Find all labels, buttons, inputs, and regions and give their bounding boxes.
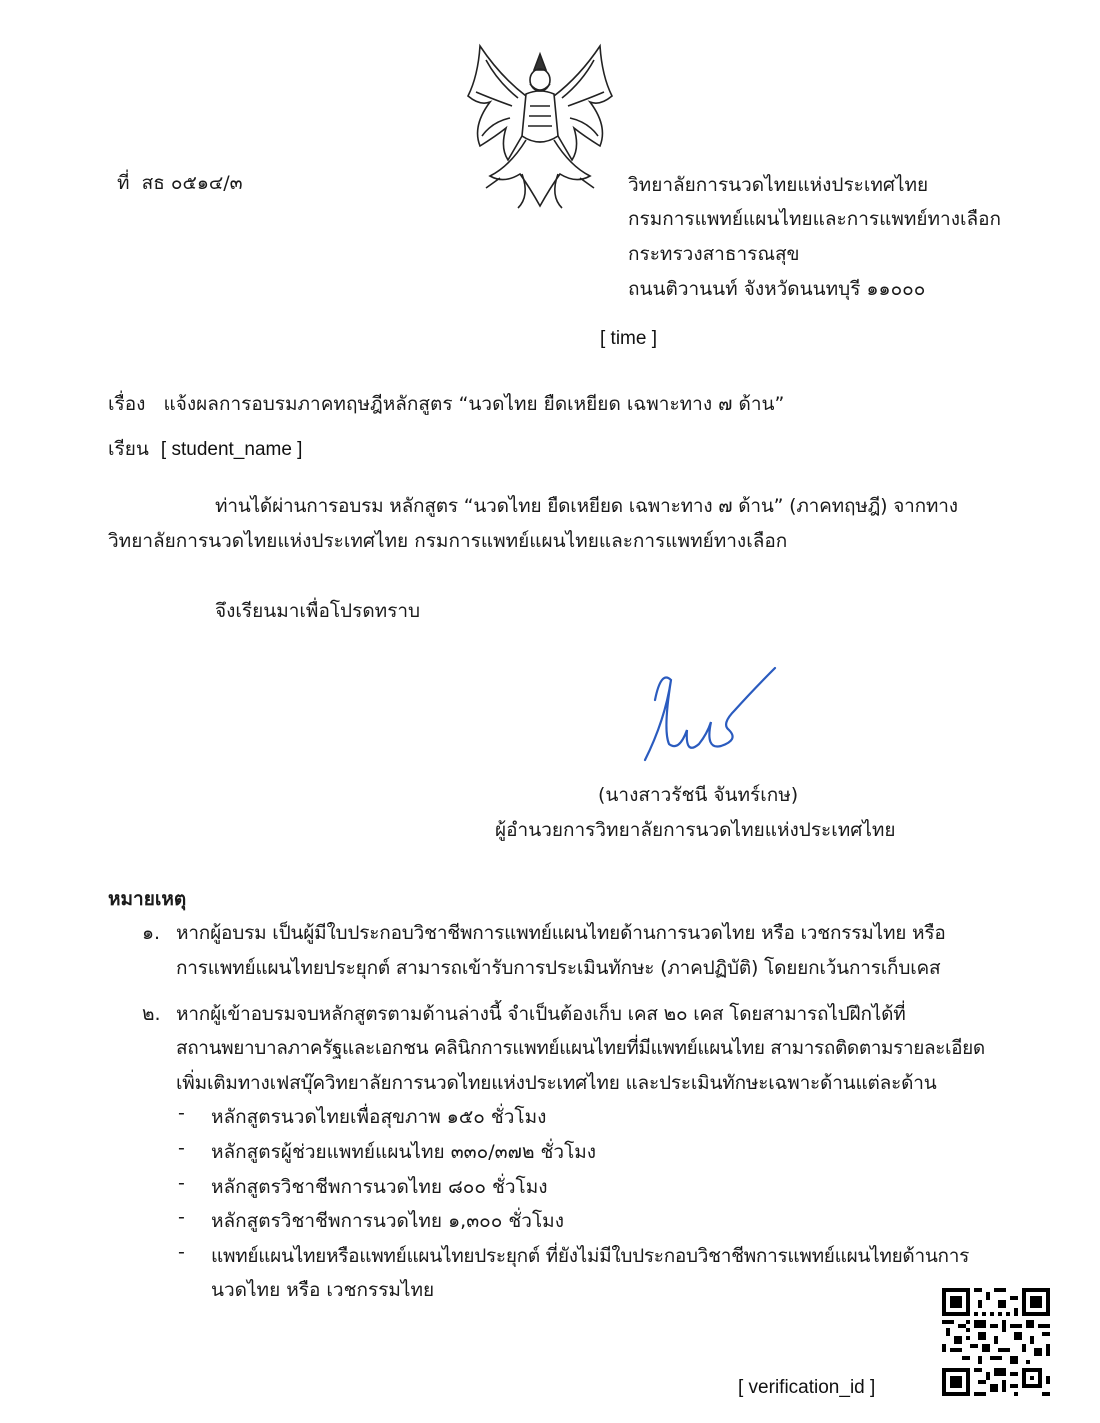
org-line-1: วิทยาลัยการนวดไทยแห่งประเทศไทย: [628, 174, 929, 196]
bullet-dash: -: [178, 1241, 185, 1263]
body-paragraph-line-1: ท่านได้ผ่านการอบรม หลักสูตร “นวดไทย ยืดเหยียด เฉพาะทาง ๗ ด้าน” (ภาคทฤษฎี) จากทาง: [215, 495, 958, 517]
bullet-item: หลักสูตรผู้ช่วยแพทย์แผนไทย ๓๓๐/๓๗๒ ชั่วโมง: [211, 1141, 597, 1163]
subject-label: เรื่อง: [108, 393, 146, 415]
reference-number: สธ ๐๕๑๔/๓: [141, 172, 243, 194]
student-name-placeholder: [ student_name ]: [160, 439, 303, 460]
signatory-position: ผู้อำนวยการวิทยาลัยการนวดไทยแห่งประเทศไทย: [495, 819, 896, 841]
org-line-2: กรมการแพทย์แผนไทยและการแพทย์ทางเลือก: [628, 208, 1002, 230]
note-2-line-3: เพิ่มเติมทางเฟสบุ๊ควิทยาลัยการนวดไทยแห่งประเทศไทย และประเมินทักษะเฉพาะด้านแต่ละด้าน: [176, 1072, 937, 1094]
subject-text: แจ้งผลการอบรมภาคทฤษฎีหลักสูตร “นวดไทย ยืดเหยียด เฉพาะทาง ๗ ด้าน”: [163, 393, 785, 415]
reference-label: ที่: [117, 172, 130, 194]
notes-heading: หมายเหตุ: [108, 888, 187, 910]
date-placeholder: [ time ]: [600, 328, 658, 349]
garuda-emblem-icon: [460, 36, 620, 216]
note-2-number: ๒.: [142, 1003, 161, 1025]
qr-code-icon[interactable]: [942, 1288, 1050, 1396]
org-line-4: ถนนติวานนท์ จังหวัดนนทบุรี ๑๑๐๐๐: [628, 278, 926, 300]
bullet-dash: -: [178, 1206, 185, 1228]
bullet-item: หลักสูตรวิชาชีพการนวดไทย ๑,๓๐๐ ชั่วโมง: [211, 1210, 564, 1232]
bullet-item: แพทย์แผนไทยหรือแพทย์แผนไทยประยุกต์ ที่ยังไม่มีใบประกอบวิชาชีพการแพทย์แผนไทยด้านการ: [211, 1245, 969, 1267]
note-2-line-1: หากผู้เข้าอบรมจบหลักสูตรตามด้านล่างนี้ จำเป็นต้องเก็บ เคส ๒๐ เคส โดยสามารถไปฝึกได้ที่: [176, 1003, 906, 1025]
note-1-line-2: การแพทย์แผนไทยประยุกต์ สามารถเข้ารับการประเมินทักษะ (ภาคปฏิบัติ) โดยยกเว้นการเก็บเคส: [176, 957, 941, 979]
reference-line: [117, 168, 243, 198]
verification-id-placeholder: [ verification_id ]: [738, 1377, 876, 1398]
bullet-item: หลักสูตรนวดไทยเพื่อสุขภาพ ๑๕๐ ชั่วโมง: [211, 1106, 547, 1128]
note-1-number: ๑.: [142, 922, 161, 944]
recipient-line: [108, 434, 302, 464]
subject-line: [108, 389, 784, 419]
signature-mark: [625, 660, 785, 770]
body-paragraph-line-2: วิทยาลัยการนวดไทยแห่งประเทศไทย กรมการแพทย์แผนไทยและการแพทย์ทางเลือก: [108, 530, 788, 552]
closing-text: จึงเรียนมาเพื่อโปรดทราบ: [215, 600, 421, 622]
signatory-name: (นางสาวรัชนี จันทร์เกษ): [598, 784, 799, 806]
bullet-dash: -: [178, 1102, 185, 1124]
bullet-dash: -: [178, 1137, 185, 1159]
recipient-label: เรียน: [108, 438, 149, 460]
org-line-3: กระทรวงสาธารณสุข: [628, 243, 800, 265]
note-2-line-2: สถานพยาบาลภาครัฐและเอกชน คลินิกการแพทย์แผนไทยที่มีแพทย์แผนไทย สามารถติดตามรายละเอียด: [176, 1037, 985, 1059]
bullet-dash: -: [178, 1172, 185, 1194]
bullet-item-continuation: นวดไทย หรือ เวชกรรมไทย: [211, 1279, 435, 1301]
note-1-line-1: หากผู้อบรม เป็นผู้มีใบประกอบวิชาชีพการแพทย์แผนไทยด้านการนวดไทย หรือ เวชกรรมไทย หรือ: [176, 922, 946, 944]
bullet-item: หลักสูตรวิชาชีพการนวดไทย ๘๐๐ ชั่วโมง: [211, 1176, 548, 1198]
